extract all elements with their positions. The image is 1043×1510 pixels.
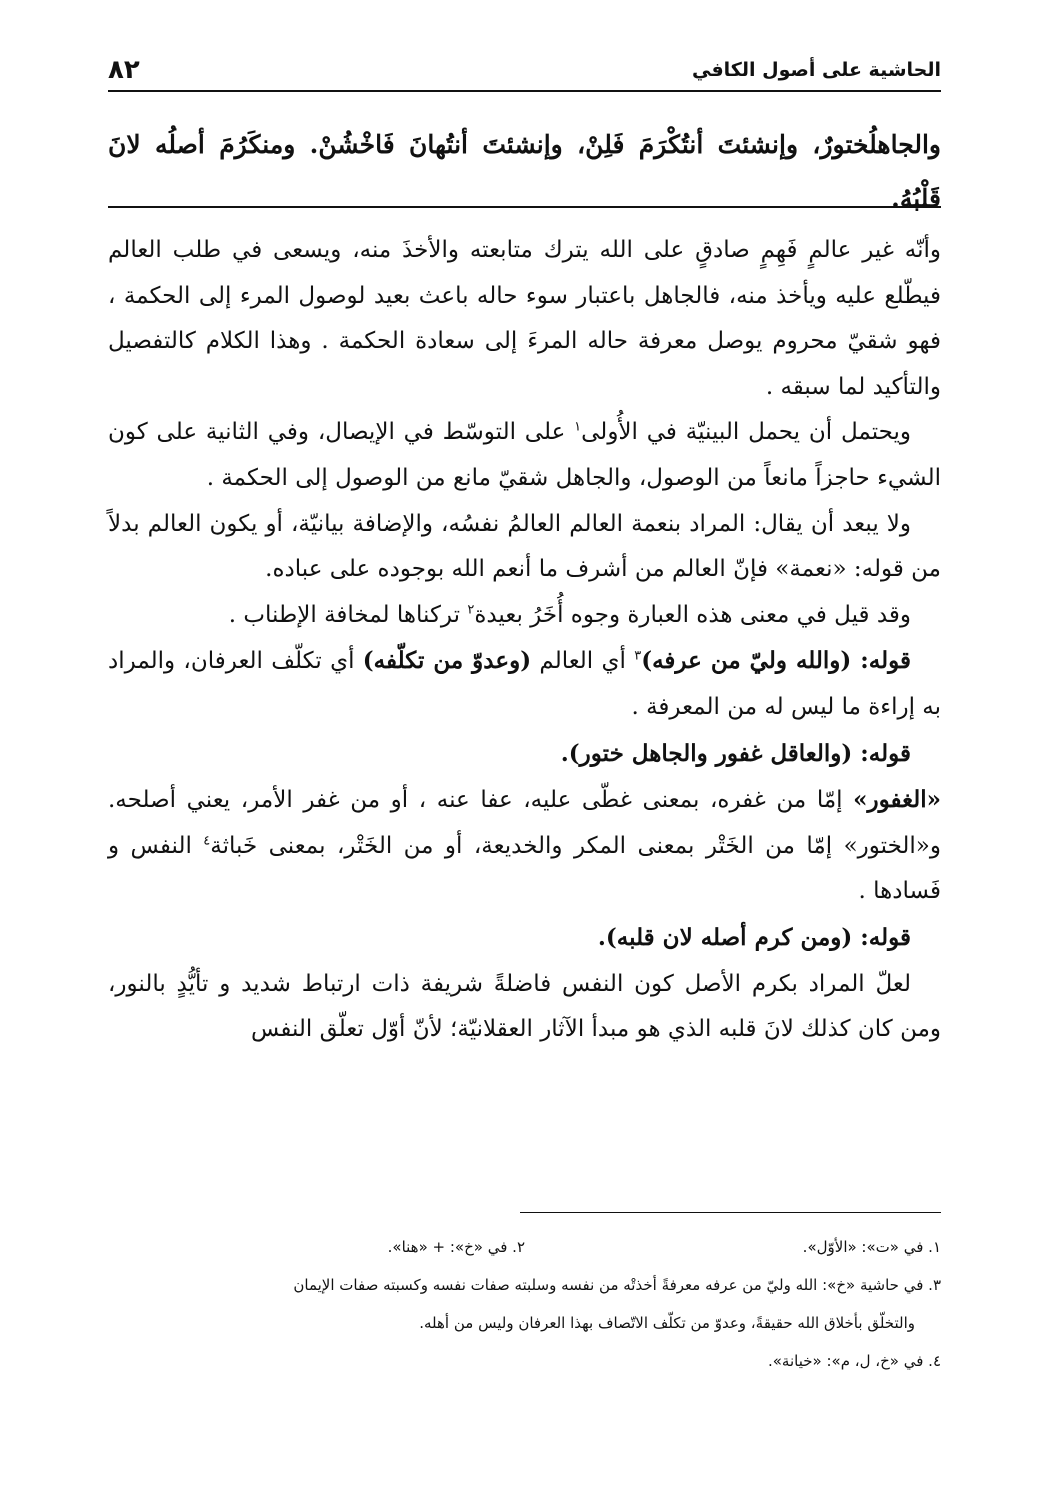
- footnote-4: ٤. في «خ، ل، م»: «خيانة».: [767, 1352, 941, 1370]
- paragraph-5: [108, 638, 941, 730]
- paragraph-4-text-b: تركناها لمخافة الإطناب .: [228, 601, 468, 628]
- footnote-3-continued: والتخلّق بأخلاق الله حقيقةً، وعدوّ من تكلّف الاتّصاف بهذا العرفان وليس من أهله.: [419, 1314, 915, 1332]
- paragraph-2: [108, 410, 941, 501]
- paragraph-2-text-b: على التوسّط في الإيصال، وفي الثانية على كون الشيء حاجزاً مانعاً من الوصول، والجاهل شقيّ مانع من الوصول إلى الحكمة .: [108, 419, 941, 491]
- quoted-phrase: (والله وليّ من عرفه): [641, 647, 852, 675]
- footnote-row: [108, 1228, 941, 1266]
- paragraph-7: [108, 777, 941, 915]
- running-header: [108, 50, 941, 92]
- paragraph-9: لعلّ المراد بكرم الأصل كون النفس فاضلةً شريفة ذات ارتباط شديد و تأيُّدٍ بالنور، ومن كان كذلك لانَ قلبه الذي هو مبدأ الآثار العقلانيّة؛ لأنّ أوّل تعلّق النفس: [108, 970, 941, 1043]
- footnote-separator: [520, 1212, 941, 1213]
- footnotes: [108, 1228, 941, 1380]
- defined-term: «الغفور»: [853, 786, 941, 814]
- quoted-phrase: (ومن كرم أصله لان قلبه).: [597, 923, 853, 951]
- footnote-2: ٢. في «خ»: + «هنا».: [387, 1238, 525, 1256]
- paragraph-5-text-tail: أي تكلّف العرفان، والمراد به إراءة ما ليس له من المعرفة .: [108, 648, 941, 720]
- footnote-3: ٣. في حاشية «خ»: الله وليّ من عرفه معرفةً أخذتْه من نفسه وسلبته صفات نفسه وكسبته صفات الإيمان: [293, 1276, 941, 1294]
- footnote-ref-1[interactable]: ١: [574, 419, 582, 435]
- paragraph-8: [108, 915, 941, 962]
- qawluhu-label: قوله:: [851, 647, 911, 675]
- paragraph-2-text-a: ويحتمل أن يحمل البينيّة في الأُولى: [581, 419, 911, 446]
- running-title: الحاشية على أصول الكافي: [691, 59, 941, 81]
- qawluhu-label: قوله:: [852, 739, 911, 767]
- footnote-ref-2[interactable]: ٢: [467, 602, 475, 618]
- footnote-ref-4[interactable]: ٤: [203, 833, 211, 849]
- paragraph-7-text-b: النفس و فَسادها .: [108, 832, 941, 905]
- page-number: ٨٢: [108, 55, 140, 85]
- paragraph-4-text-a: وقد قيل في معنى هذه العبارة وجوه أُخَرُ بعيدة: [474, 601, 911, 628]
- quoted-phrase: (والعاقل غفور والجاهل ختور).: [560, 739, 853, 767]
- quoted-phrase: (وعدوّ من تكلّفه): [362, 647, 532, 675]
- paragraph-4: [108, 593, 941, 639]
- hadith-text: والجاهلُختورٌ، وإنشئتَ أنتُكْرَمَ فَلِنْ، وإنشئتَ أنتُهانَ فَاخْشُنْ. ومنكَرُمَ أصلُه لانَ قَلْبُهُ.: [108, 130, 941, 213]
- paragraph-3: ولا يبعد أن يقال: المراد بنعمة العالم العالمُ نفسُه، والإضافة بيانيّة، أو يكون العالم بدلاً من قوله: «نعمة» فإنّ العالم من أشرف ما أنعم الله بوجوده على عباده.: [108, 510, 941, 583]
- separator-rule: [108, 206, 941, 208]
- paragraph-6: [108, 731, 941, 778]
- footnote-ref-3[interactable]: ٣: [634, 648, 642, 664]
- qawluhu-label: قوله:: [852, 923, 911, 951]
- paragraph-5-text-mid: أي العالم: [531, 648, 635, 675]
- paragraph-1: وأنّه غير عالمٍ فَهِمٍ صادقٍ على الله يترك متابعته والأخذَ منه، ويسعى في طلب العالم فيطّلع عليه ويأخذ منه، فالجاهل باعتبار سوء حاله باعث بعيد لوصول المرء إلى الحكمة ، فهو شقيّ محروم يوصل معرفة حاله المرءَ إلى سعادة الحكمة . وهذا الكلام كالتفصيل والتأكيد لما سبقه .: [108, 237, 941, 400]
- commentary-body: [108, 228, 941, 1053]
- footnote-1: ١. في «ت»: «الأوّل».: [802, 1238, 941, 1256]
- paragraph-7-text-a: إمّا من غفره، بمعنى غطّى عليه، عفا عنه ، أو من غفر الأمر، يعني أصلحه. و«الختور» إمّا من الخَتْر بمعنى المكر والخديعة، أو من الخَتْر، بمعنى خَباثة: [108, 787, 941, 859]
